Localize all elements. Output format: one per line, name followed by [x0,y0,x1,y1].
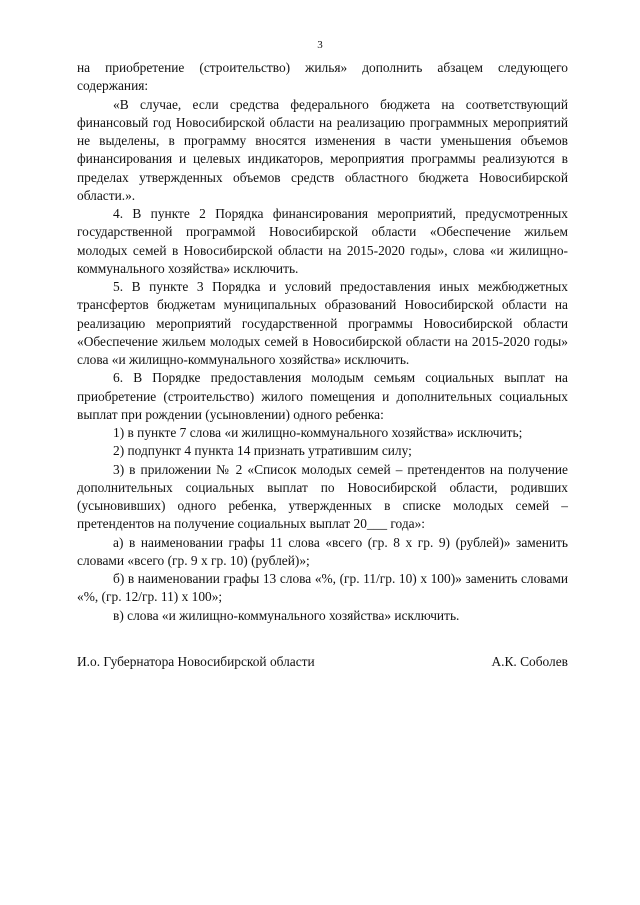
paragraph-subitem-b: б) в наименовании графы 13 слова «%, (гр. 11/гр. 10) х 100)» заменить словами «%, (гр. 12/гр. 11) х 100»; [77,571,568,605]
signatory-position: И.о. Губернатора Новосибирской области [77,654,315,669]
paragraph-subitem-a: а) в наименовании графы 11 слова «всего (гр. 8 х гр. 9) (рублей)» заменить словами «всего (гр. 9 х гр. 10) (рублей)»; [77,534,568,568]
paragraph-subitem-1: 1) в пункте 7 слова «и жилищно-коммунального хозяйства» исключить; [113,425,523,440]
paragraph-item-5: 5. В пункте 3 Порядка и условий предоставления иных межбюджетных трансфертов бюджетам муниципальных образований Новосибирской области на реализацию мероприятий государственной программы Новосибирской области «Обеспечение жильем молодых семей в Новосибирской области на 2015-2020 годы» слова «и жилищно-коммунального хозяйства» исключить. [77,279,568,367]
document-body [77,59,568,625]
paragraph-item-4: 4. В пункте 2 Порядка финансирования мероприятий, предусмотренных государственной программой Новосибирской области «Обеспечение жильем молодых семей в Новосибирской области на 2015-2020 годы», слова «и жилищно-коммунального хозяйства» исключить. [77,206,568,276]
paragraph-subitem-2: 2) подпункт 4 пункта 14 признать утратившим силу; [113,443,412,459]
paragraph-intro: на приобретение (строительство) жилья» дополнить абзацем следующего содержания: [77,60,568,94]
paragraph-quote: «В случае, если средства федерального бюджета на соответствующий финансовый год Новосибирской области на реализацию программных мероприятий не выделены, в программу вносятся изменения в части уменьшения объемов финансирования и целевых индикаторов, мероприятия программы реализуются в пределах утвержденных объемов средств областного бюджета Новосибирской области.». [77,96,568,203]
page-number: 3 [317,39,323,51]
paragraph-subitem-3: 3) в приложении № 2 «Список молодых семей – претендентов на получение дополнительных социальных выплат по Новосибирской области, родивших (усыновивших) одного ребенка, утвержденных в списке молодых семей – претендентов на получение социальных выплат 20___ года»: [77,461,568,532]
paragraph-item-6: 6. В Порядке предоставления молодым семьям социальных выплат на приобретение (строительство) жилого помещения и дополнительных социальных выплат при рождении (усыновлении) одного ребенка: [77,370,568,422]
signature-block [77,653,568,671]
signatory-name: А.К. Соболев [491,654,568,669]
paragraph-subitem-v: в) слова «и жилищно-коммунального хозяйства» исключить. [113,607,460,623]
